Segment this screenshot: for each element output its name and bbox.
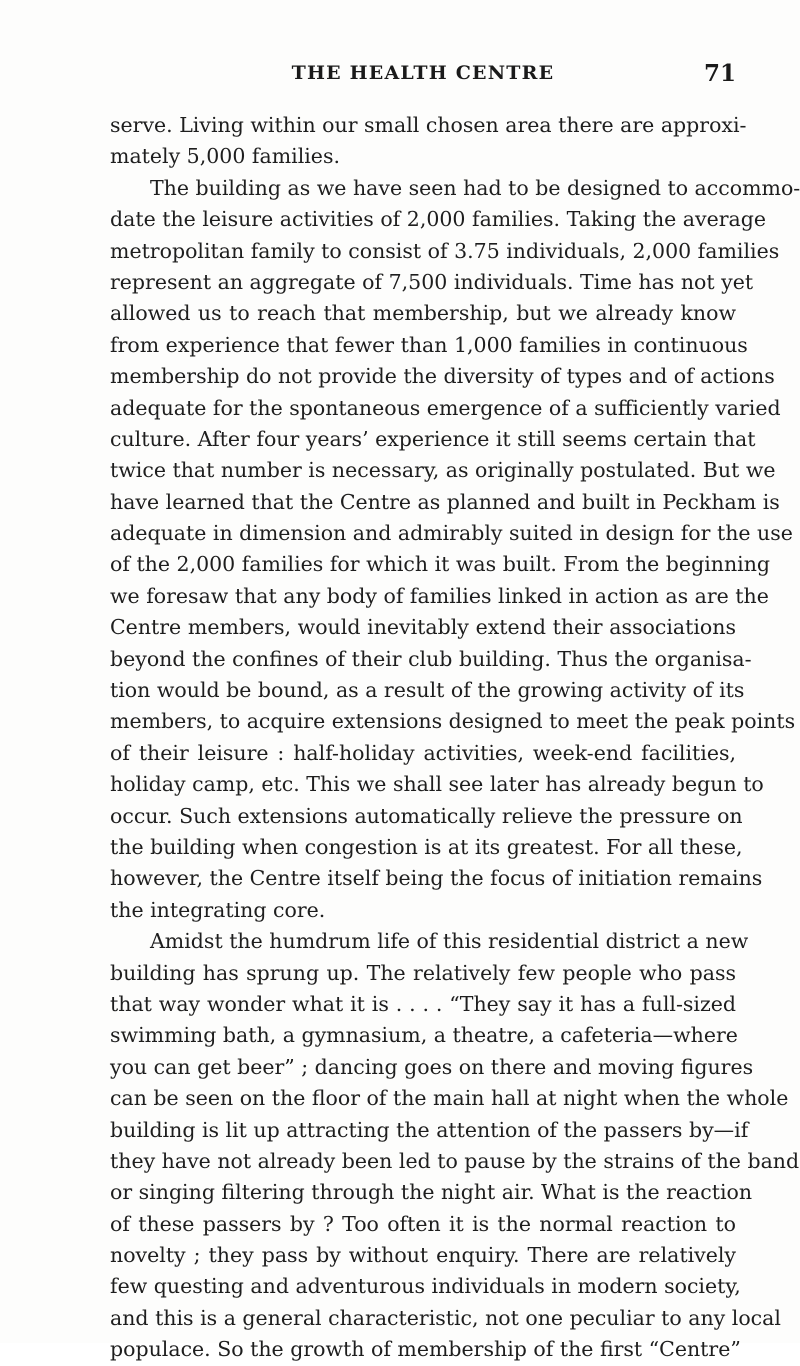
- text-line: building has sprung up. The relatively few people who pass: [110, 960, 736, 985]
- text-line: can be seen on the floor of the main hall at night when the whole: [110, 1086, 789, 1111]
- text-line: populace. So the growth of membership of the first “Centre”: [110, 1337, 741, 1362]
- text-line: twice that number is necessary, as originally postulated. But we: [110, 458, 776, 483]
- text-line: Centre members, would inevitably extend their associations: [110, 615, 736, 640]
- text-line: building is lit up attracting the attention of the passers by—if: [110, 1117, 749, 1142]
- text-line: however, the Centre itself being the focus of initiation remains: [110, 866, 763, 891]
- text-line: of these passers by ? Too often it is the normal reaction to: [110, 1211, 736, 1236]
- text-line: Amidst the humdrum life of this residential district a new: [150, 929, 749, 954]
- text-line: have learned that the Centre as planned and built in Peckham is: [110, 489, 780, 514]
- text-line: occur. Such extensions automatically relieve the pressure on: [110, 803, 743, 828]
- text-line: that way wonder what it is . . . . “They say it has a full-sized: [110, 991, 736, 1016]
- text-line: we foresaw that any body of families linked in action as are the: [110, 583, 769, 608]
- running-title: THE HEALTH CENTRE: [291, 62, 555, 84]
- text-line: metropolitan family to consist of 3.75 individuals, 2,000 families: [110, 238, 780, 263]
- text-line: adequate for the spontaneous emergence of a sufficiently varied: [110, 395, 781, 420]
- text-line: mately 5,000 families.: [110, 144, 340, 169]
- text-line: members, to acquire extensions designed to meet the peak points: [110, 709, 796, 734]
- text-line: few questing and adventurous individuals in modern society,: [110, 1274, 741, 1299]
- text-line: they have not already been led to pause by the strains of the band: [110, 1148, 800, 1173]
- page-number: 71: [703, 60, 736, 87]
- text-line: serve. Living within our small chosen area there are approxi-: [110, 113, 747, 137]
- text-line: The building as we have seen had to be designed to accommo-: [150, 175, 800, 200]
- text-line: membership do not provide the diversity of types and of actions: [110, 364, 775, 389]
- text-line: beyond the confines of their club building. Thus the organisa-: [110, 646, 752, 671]
- text-line: swimming bath, a gymnasium, a theatre, a cafeteria—where: [110, 1023, 738, 1048]
- text-line: or singing filtering through the night air. What is the reaction: [110, 1180, 753, 1205]
- running-head: [110, 62, 736, 102]
- text-line: tion would be bound, as a result of the growing activity of its: [110, 678, 745, 703]
- text-line: holiday camp, etc. This we shall see later has already begun to: [110, 772, 764, 797]
- text-line: novelty ; they pass by without enquiry. There are relatively: [110, 1243, 736, 1268]
- text-line: adequate in dimension and admirably suited in design for the use: [110, 521, 793, 546]
- body-text: [110, 110, 800, 1366]
- text-line: allowed us to reach that membership, but we already know: [110, 301, 736, 326]
- text-line: date the leisure activities of 2,000 families. Taking the average: [110, 207, 767, 232]
- text-line: and this is a general characteristic, not one peculiar to any local: [110, 1305, 781, 1330]
- text-line: from experience that fewer than 1,000 families in continuous: [110, 332, 748, 357]
- text-line: represent an aggregate of 7,500 individuals. Time has not yet: [110, 269, 754, 294]
- text-line: of their leisure : half-holiday activities, week-end facilities,: [110, 740, 736, 765]
- text-line: the building when congestion is at its greatest. For all these,: [110, 834, 743, 859]
- text-line: the integrating core.: [110, 897, 326, 922]
- text-line: culture. After four years’ experience it still seems certain that: [110, 426, 756, 451]
- text-line: of the 2,000 families for which it was built. From the beginning: [110, 552, 771, 577]
- text-line: you can get beer” ; dancing goes on there and moving figures: [110, 1054, 754, 1079]
